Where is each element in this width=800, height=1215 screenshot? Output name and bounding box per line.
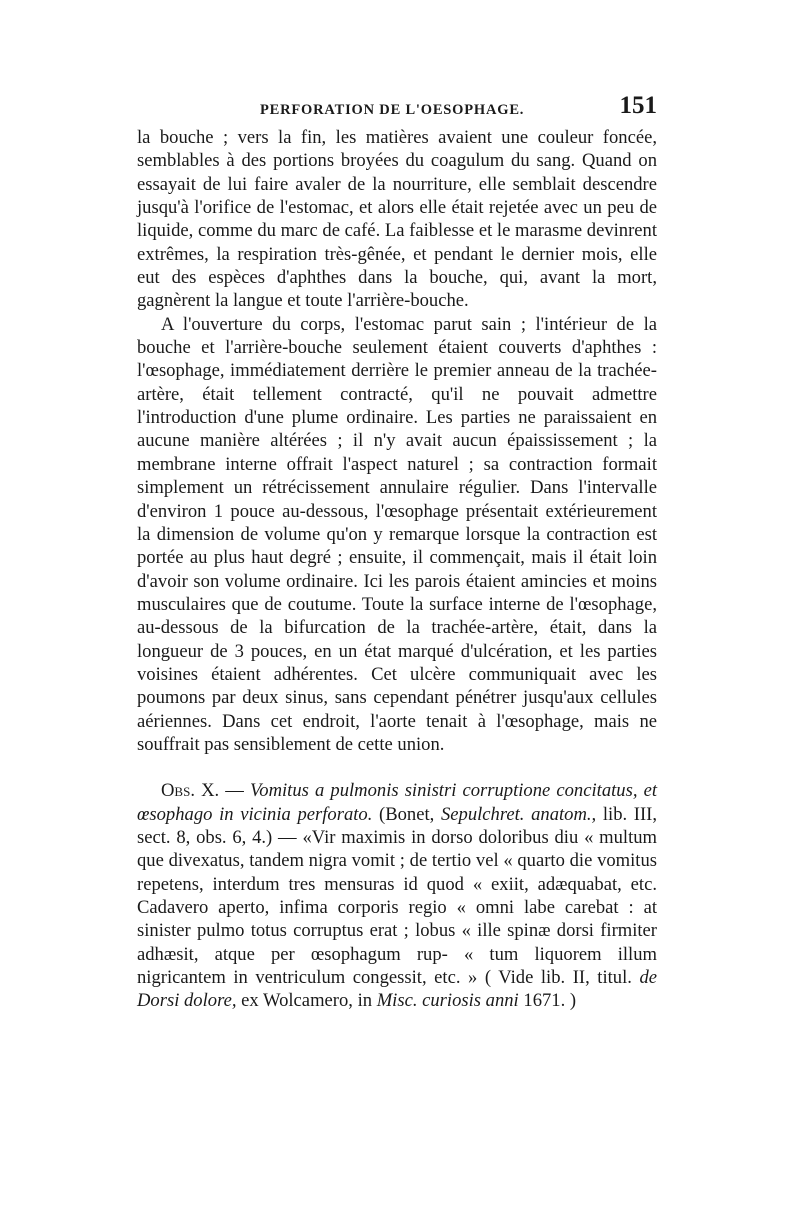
observation-ref-work: Sepulchret. anatom., (440, 803, 597, 825)
latin-quote-line: « quarto die vomitus repetens, interdum tres mensuras id quod (137, 850, 657, 895)
vide-misc: Misc. curiosis anni (376, 990, 519, 1012)
vide-open: ( Vide lib. II, titul. (484, 967, 632, 989)
running-head (137, 92, 657, 122)
body-text (137, 126, 657, 1013)
observation-label: Obs. X. — (161, 780, 244, 802)
latin-quote-line: « exiit, adæquabat, etc. Cadavero aperto, infima corporis regio (137, 873, 657, 918)
vide-mid: ex Wolcamero, in (241, 990, 373, 1012)
latin-quote-line: «Vir maximis in dorso doloribus diu (302, 826, 579, 848)
observation-ref-loc: lib. III, sect. 8, obs. 6, 4.) — (137, 803, 658, 848)
observation-note (137, 779, 657, 1012)
paragraph-autopsy: A l'ouverture du corps, l'estomac parut sain ; l'intérieur de la bouche et l'arrière-bouche seulement étaient couverts d'aphthes : l'œsophage, immédiatement derrière le premier anneau de la trachée-artère, était tellement contracté, qu'il ne pouvait admettre l'introduction d'une plume ordinaire. Les parties ne paraissaient en aucune manière altérées ; il n'y avait aucun épaississement ; la membrane interne offrait l'aspect naturel ; sa contraction formait simplement un rétrécissement annulaire régulier. Dans l'intervalle d'environ 1 pouce au-dessous, l'œsophage présentait extérieurement la dimension de volume qu'on y remarque lorsque la contraction est portée au plus haut degré ; ensuite, il commençait, mais il était loin d'avoir son volume ordinaire. Ici les parois étaient amincies et moins musculaires que de coutume. Toute la surface interne de l'œsophage, au-dessous de la bifurcation de la trachée-artère, était, dans la longueur de 3 pouces, en un état marqué d'ulcération, et les parties voisines étaient adhérentes. Cet ulcère communiquait avec les poumons par deux sinus, sans cependant pénétrer jusqu'aux cellules aériennes. Dans cet endroit, l'aorte tenait à l'œsophage, mais ne souffrait pas sensiblement de cette union. (137, 313, 657, 755)
paragraph-continuation: la bouche ; vers la fin, les matières avaient une couleur foncée, semblables à des portions broyées du coagulum du sang. Quand on essayait de lui faire avaler de la nourriture, elle semblait descendre jusqu'à l'orifice de l'estomac, et alors elle était rejetée avec un peu de liquide, comme du marc de café. La faiblesse et le marasme devinrent extrêmes, la respiration très-gênée, et pendant le dernier mois, elle eut des espèces d'aphthes dans la bouche, qui, avant la mort, gagnèrent la langue et toute l'arrière-bouche. (137, 127, 657, 312)
vide-year: 1671. ) (523, 990, 577, 1012)
latin-quote-line: « multum que divexatus, tandem nigra vomit ; de tertio vel (137, 826, 658, 872)
latin-quote-line: « ille spinæ dorsi firmiter adhæsit, atque per œsophagum rup- (137, 920, 657, 965)
page-number: 151 (619, 92, 657, 119)
latin-quote-line: « omni labe carebat : at sinister pulmo totus corruptus erat ; lobus (137, 897, 657, 942)
latin-quote-line: « tum liquorem illum nigricantem in ventriculum congessit, etc. » (137, 943, 657, 989)
running-title: PERFORATION DE L'OESOPHAGE. (260, 102, 525, 118)
observation-ref-open: (Bonet, (379, 803, 435, 825)
observation-latin-title: Vomitus a pulmonis sinistri corruptione concitatus, et œsophago in vicinia perforato. (137, 780, 657, 825)
vide-work: de Dorsi dolore, (137, 967, 658, 1012)
